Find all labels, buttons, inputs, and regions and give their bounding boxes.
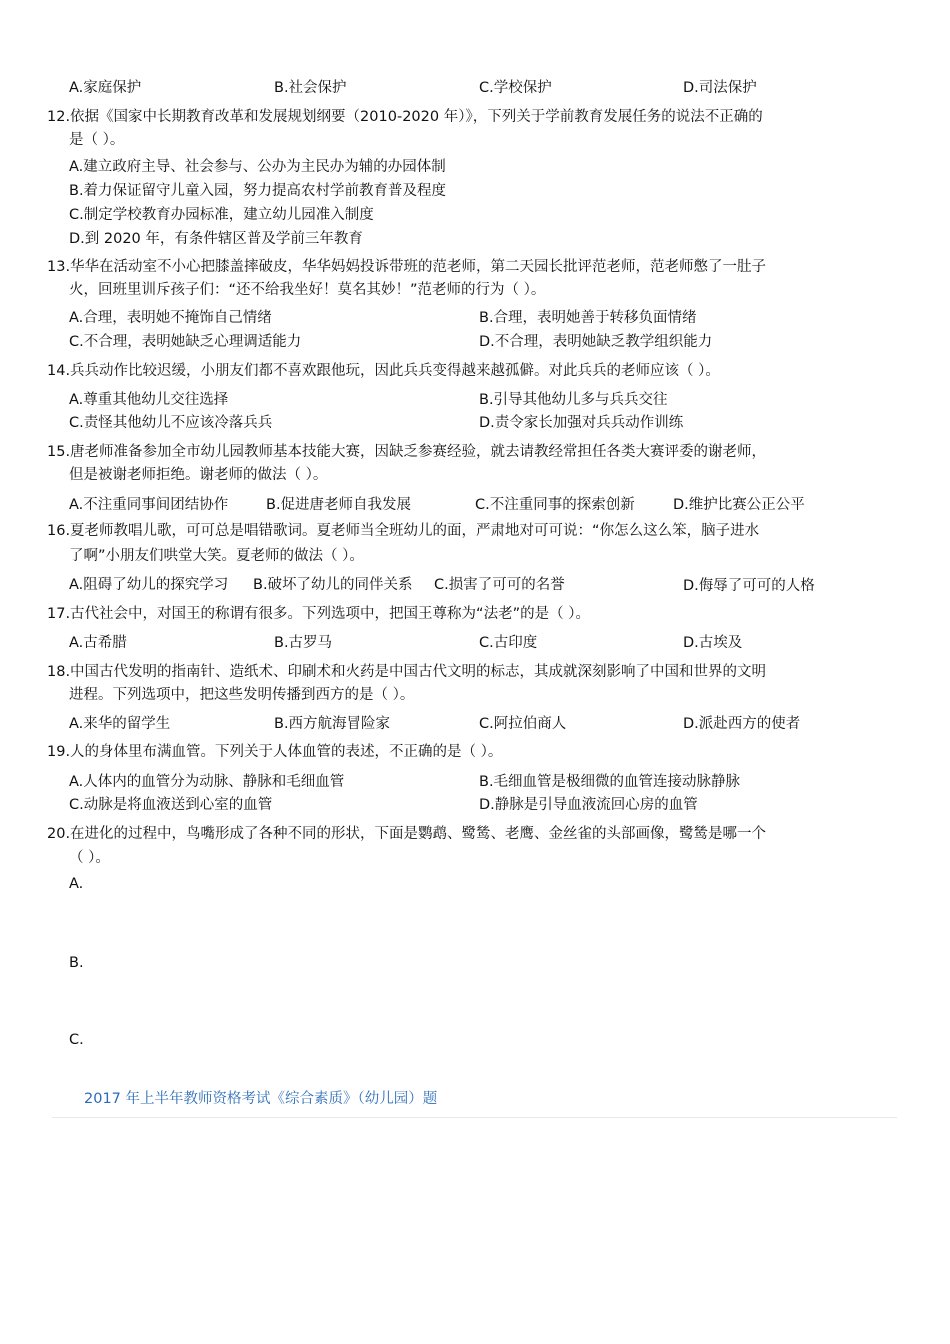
- option-b: B.破坏了幼儿的同伴关系: [253, 577, 413, 593]
- option-d: D.责令家长加强对兵兵动作训练: [479, 415, 684, 431]
- option-c: C.不合理，表明她缺乏心理调适能力: [69, 334, 302, 350]
- option-b: B.促进唐老师自我发展: [266, 497, 412, 513]
- question-stem: 火，回班里训斥孩子们：“还不给我坐好！莫名其妙！”范老师的行为（ ）。: [69, 282, 546, 298]
- option-a: A.古希腊: [69, 635, 127, 651]
- question-stem: 但是被谢老师拒绝。谢老师的做法（ ）。: [69, 467, 328, 483]
- question-stem: 12.依据《国家中长期教育改革和发展规划纲要（2010-2020 年）》，下列关于学前教育发展任务的说法不正确的: [47, 109, 763, 125]
- option-c: C.责怪其他幼儿不应该冷落兵兵: [69, 415, 273, 431]
- question-stem: 19.人的身体里布满血管。下列关于人体血管的表述，不正确的是（ ）。: [47, 744, 503, 760]
- option-a: A.来华的留学生: [69, 716, 171, 732]
- option-a: A.不注重同事间团结协作: [69, 497, 229, 513]
- question-stem: 15.唐老师准备参加全市幼儿园教师基本技能大赛，因缺乏参赛经验，就去请教经常担任各类大赛评委的谢老师，: [47, 444, 767, 460]
- option-c: C.古印度: [479, 635, 538, 651]
- option-b: B.社会保护: [274, 80, 347, 96]
- question-stem: 18.中国古代发明的指南针、造纸术、印刷术和火药是中国古代文明的标志，其成就深刻影响了中国和世界的文明: [47, 664, 767, 680]
- question-stem: 14.兵兵动作比较迟缓，小朋友们都不喜欢跟他玩，因此兵兵变得越来越孤僻。对此兵兵的老师应该（ ）。: [47, 363, 720, 379]
- question-stem: 是（ ）。: [69, 132, 125, 148]
- option-b: B.古罗马: [274, 635, 333, 651]
- option-b: B.引导其他幼儿多与兵兵交往: [479, 392, 668, 408]
- option-d: D.司法保护: [683, 80, 757, 96]
- option-c: C.: [69, 1032, 84, 1048]
- question-stem: 进程。下列选项中，把这些发明传播到西方的是（ ）。: [69, 687, 415, 703]
- question-stem: （ ）。: [69, 850, 110, 866]
- option-b: B.合理，表明她善于转移负面情绪: [479, 310, 697, 326]
- option-c: C.制定学校教育办园标准，建立幼儿园准入制度: [69, 207, 374, 223]
- footer-link[interactable]: 2017 年上半年教师资格考试《综合素质》（幼儿园）题: [84, 1091, 438, 1107]
- question-stem: 13.华华在活动室不小心把膝盖摔破皮，华华妈妈投诉带班的范老师，第二天园长批评范老师，范老师憋了一肚子: [47, 259, 767, 275]
- option-b: B.着力保证留守儿童入园，努力提高农村学前教育普及程度: [69, 183, 447, 199]
- footer-divider: [52, 1117, 897, 1118]
- option-d: D.侮辱了可可的人格: [683, 578, 815, 594]
- option-d: D.不合理，表明她缺乏教学组织能力: [479, 334, 713, 350]
- option-d: D.到 2020 年，有条件辖区普及学前三年教育: [69, 231, 363, 247]
- question-stem: 16.夏老师教唱儿歌，可可总是唱错歌词。夏老师当全班幼儿的面，严肃地对可可说：“你怎么这么笨，脑子进水: [47, 523, 760, 539]
- option-c: C.学校保护: [479, 80, 552, 96]
- option-b: B.: [69, 955, 84, 971]
- option-d: D.静脉是引导血液流回心房的血管: [479, 797, 698, 813]
- option-a: A.阻碍了幼儿的探究学习: [69, 577, 229, 593]
- option-b: B.西方航海冒险家: [274, 716, 391, 732]
- option-c: C.阿拉伯商人: [479, 716, 567, 732]
- option-d: D.派赴西方的使者: [683, 716, 801, 732]
- question-stem: 17.古代社会中，对国王的称谓有很多。下列选项中，把国王尊称为“法老”的是（ ）。: [47, 606, 590, 622]
- option-d: D.维护比赛公正公平: [673, 497, 805, 513]
- option-a: A.尊重其他幼儿交往选择: [69, 392, 229, 408]
- option-c: C.损害了可可的名誉: [434, 577, 565, 593]
- option-a: A.: [69, 876, 84, 892]
- option-a: A.人体内的血管分为动脉、静脉和毛细血管: [69, 774, 345, 790]
- option-b: B.毛细血管是极细微的血管连接动脉静脉: [479, 774, 741, 790]
- option-a: A.合理，表明她不掩饰自己情绪: [69, 310, 272, 326]
- question-stem: 了啊”小朋友们哄堂大笑。夏老师的做法（ ）。: [69, 548, 364, 564]
- option-a: A.建立政府主导、社会参与、公办为主民办为辅的办园体制: [69, 159, 446, 175]
- question-stem: 20.在进化的过程中，鸟嘴形成了各种不同的形状，下面是鹦鹉、鹭鸶、老鹰、金丝雀的头部画像，鹭鸶是哪一个: [47, 826, 767, 842]
- option-a: A.家庭保护: [69, 80, 142, 96]
- option-c: C.动脉是将血液送到心室的血管: [69, 797, 273, 813]
- option-d: D.古埃及: [683, 635, 743, 651]
- option-c: C.不注重同事的探索创新: [475, 497, 635, 513]
